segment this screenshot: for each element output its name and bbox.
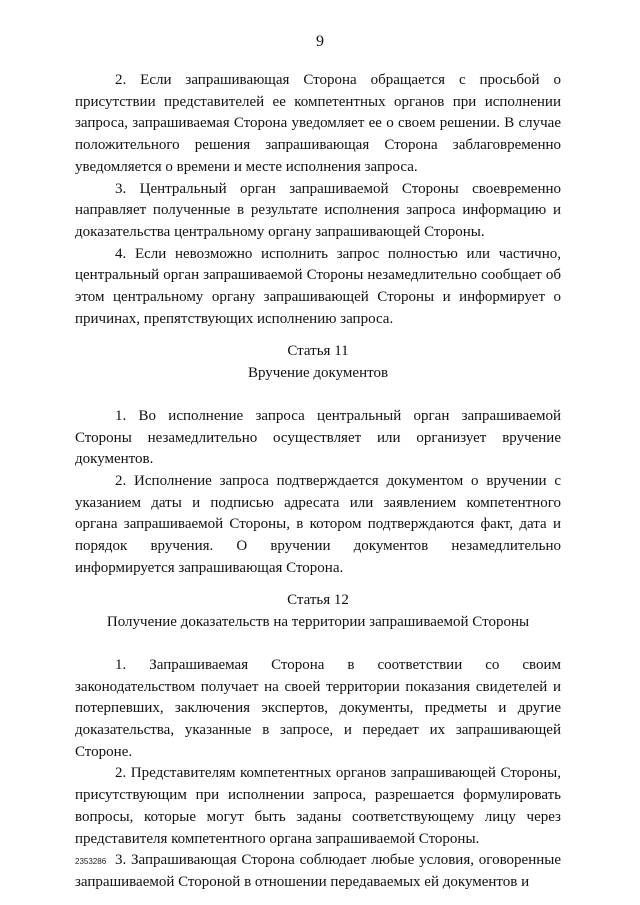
paragraph: 2. Если запрашивающая Сторона обращается с просьбой о присутствии представителей ее компетентных органов при исполнении запроса, запрашиваемая Сторона уведомляет ее о своем решении. В случае положительного решения запрашивающая Сторона заблаговременно уведомляется о времени и месте исполнения запроса. <box>75 72 561 175</box>
paragraph: 2. Представителям компетентных органов запрашивающей Стороны, присутствующим при исполнении запроса, разрешается формулировать вопросы, которые могут быть заданы соответствующему лицу через представителя компетентного органа запрашиваемой Стороны. <box>75 765 561 847</box>
page-number: 9 <box>316 33 324 50</box>
article-11-number: Статья 11 <box>287 343 349 360</box>
paragraph: 4. Если невозможно исполнить запрос полностью или частично, центральный орган запрашиваемой Стороны незамедлительно сообщает об этом центральному органу запрашивающей Стороны и информирует о причинах, препятствующих исполнению запроса. <box>75 245 561 327</box>
paragraph: 2. Исполнение запроса подтверждается документом о вручении с указанием даты и подписью адресата или заявлением компетентного органа запрашиваемой Стороны, в котором подтверждаются факт, дата и порядок вручения. О вручении документов незамедлительно информируется запрашивающая Сторона. <box>75 472 561 576</box>
article-12-title: Получение доказательств на территории запрашиваемой Стороны <box>106 614 530 631</box>
document-code: 2353286 <box>75 857 107 866</box>
article-12-number: Статья 12 <box>287 592 349 609</box>
paragraph: 1. Во исполнение запроса центральный орган запрашиваемой Стороны незамедлительно осуществляет или организует вручение документов. <box>75 407 561 468</box>
paragraph: 1. Запрашиваемая Сторона в соответствии со своим законодательством получает на своей территории показания свидетелей и потерпевших, заключения экспертов, документы, предметы и другие доказательства, указанные в запросе, и передает их запрашивающей Стороне. <box>75 656 561 760</box>
article-11-title: Вручение документов <box>247 365 389 382</box>
paragraph: 3. Центральный орган запрашиваемой Стороны своевременно направляет полученные в результате исполнения запроса информацию и доказательства центральному органу запрашивающей Стороны. <box>75 180 561 240</box>
paragraph: 3. Запрашивающая Сторона соблюдает любые условия, оговоренные запрашиваемой Стороной в отношении передаваемых ей документов и <box>75 852 561 890</box>
document-body <box>75 70 561 894</box>
